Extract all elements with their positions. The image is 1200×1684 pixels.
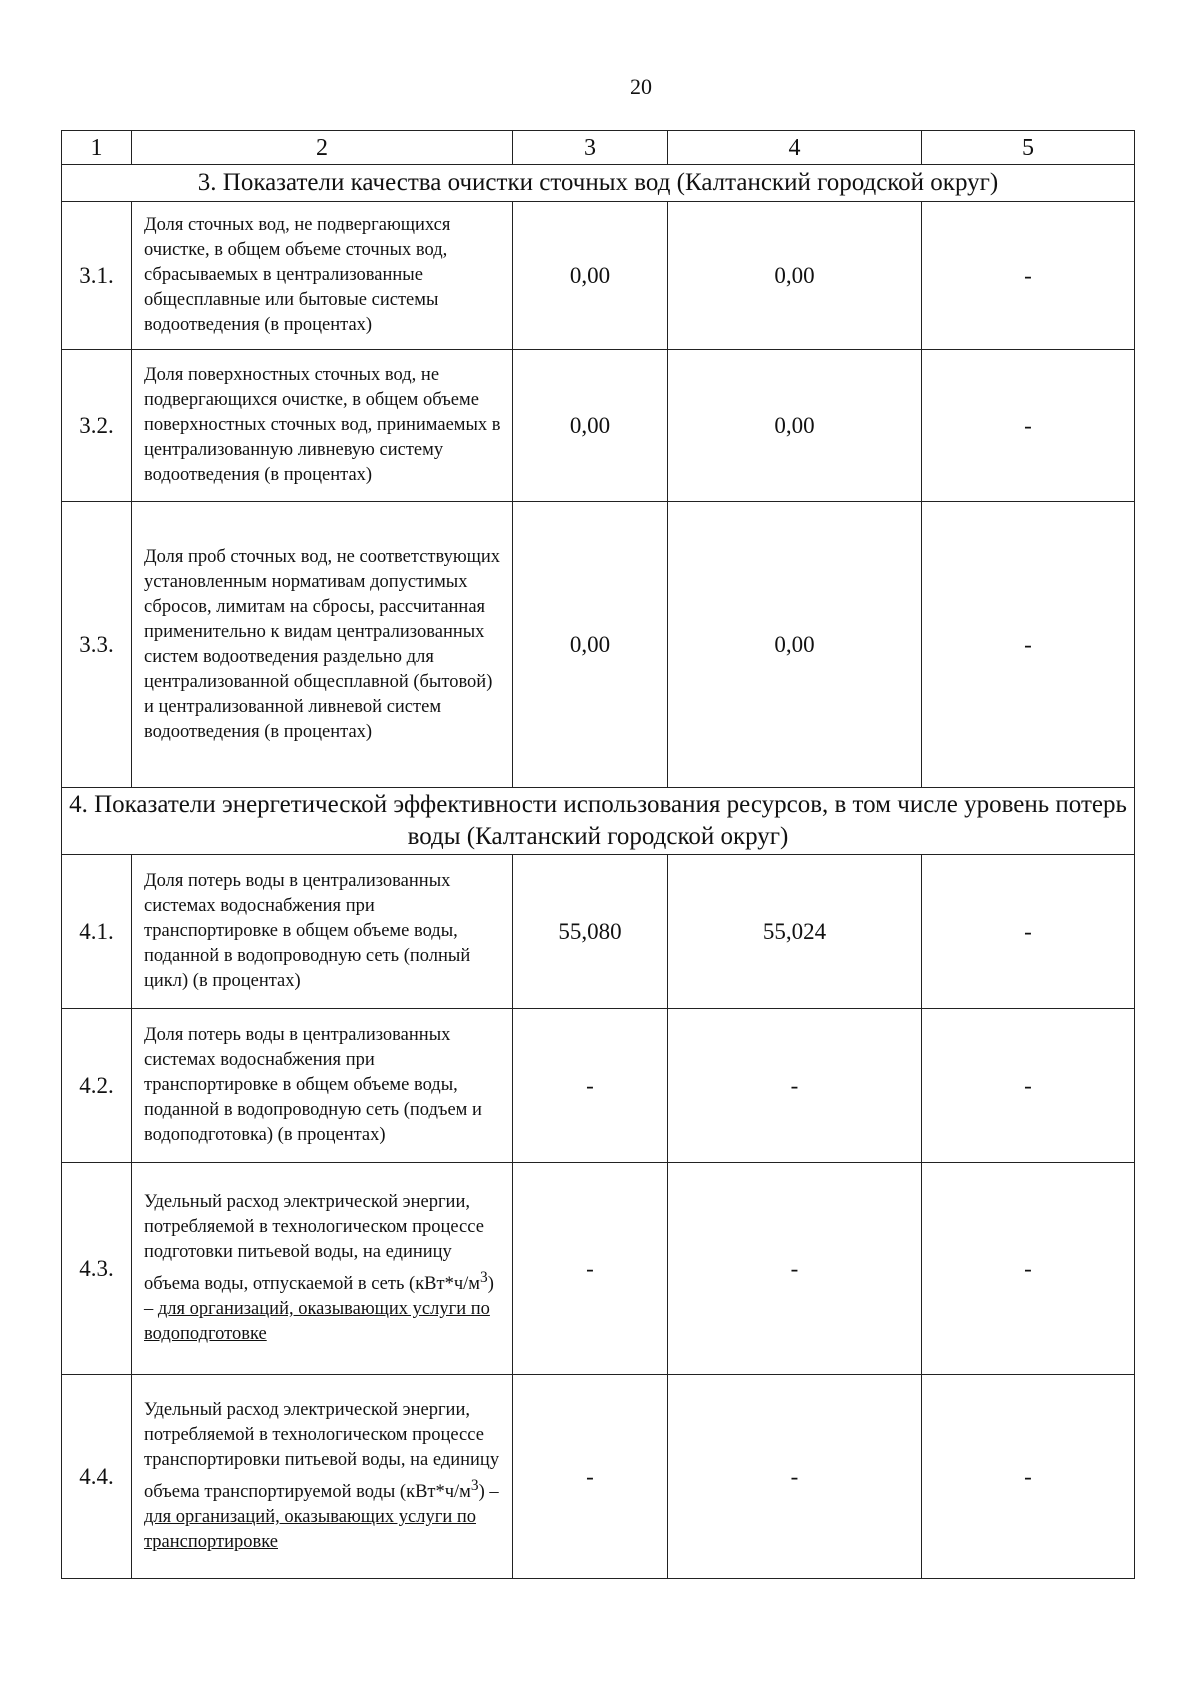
description-dash: ) – <box>478 1482 499 1503</box>
row-description <box>132 1163 513 1375</box>
row-number: 3.1. <box>62 202 132 350</box>
table-row <box>62 202 1135 350</box>
section-heading-3 <box>62 165 1135 202</box>
row-number: 4.1. <box>62 855 132 1009</box>
row-number: 4.3. <box>62 1163 132 1375</box>
header-cell-5: 5 <box>922 131 1135 165</box>
table-row <box>62 1009 1135 1163</box>
superscript-exponent: 3 <box>470 1476 479 1494</box>
header-cell-1: 1 <box>62 131 132 165</box>
row-value-col5: - <box>922 1009 1135 1163</box>
row-value-col4: 0,00 <box>668 350 922 502</box>
row-value-col4: 55,024 <box>668 855 922 1009</box>
row-description: Доля проб сточных вод, не соответствующих установленным нормативам допустимых сбросов, лимитам на сбросы, рассчитанная применительно к видам централизованных систем водоотведения раздельно для централизованной общесплавной (бытовой) и централизованной ливневой систем водоотведения (в процентах) <box>132 502 513 788</box>
row-value-col3: 0,00 <box>513 202 668 350</box>
row-description: Доля сточных вод, не подвергающихся очистке, в общем объеме сточных вод, сбрасываемых в централизованные общесплавные или бытовые системы водоотведения (в процентах) <box>132 202 513 350</box>
row-value-col5: - <box>922 502 1135 788</box>
description-dash: ) – <box>144 1274 494 1320</box>
section-title: 3. Показатели качества очистки сточных вод (Калтанский городской округ) <box>62 165 1135 202</box>
row-number: 4.4. <box>62 1375 132 1579</box>
row-description: Доля поверхностных сточных вод, не подвергающихся очистке, в общем объеме поверхностных сточных вод, принимаемых в централизованную ливневую систему водоотведения (в процентах) <box>132 350 513 502</box>
row-value-col3: - <box>513 1009 668 1163</box>
row-value-col3: 55,080 <box>513 855 668 1009</box>
row-number: 3.3. <box>62 502 132 788</box>
description-text: Удельный расход электрической энергии, потребляемой в технологическом процессе подготовки питьевой воды, на единицу объема воды, отпускаемой в сеть (кВт*ч/м <box>144 1191 484 1295</box>
row-value-col3: - <box>513 1163 668 1375</box>
row-value-col5: - <box>922 1163 1135 1375</box>
table-row <box>62 855 1135 1009</box>
table-row <box>62 1163 1135 1375</box>
indicators-table <box>61 130 1135 1579</box>
row-number: 3.2. <box>62 350 132 502</box>
row-value-col4: - <box>668 1375 922 1579</box>
row-value-col5: - <box>922 350 1135 502</box>
description-text: Удельный расход электрической энергии, потребляемой в технологическом процессе транспортировки питьевой воды, на единицу объема транспортируемой воды (кВт*ч/м <box>144 1399 500 1503</box>
section-title: 4. Показатели энергетической эффективности использования ресурсов, в том числе уровень потерь воды (Калтанский городской округ) <box>62 788 1135 855</box>
row-number: 4.2. <box>62 1009 132 1163</box>
table-row <box>62 502 1135 788</box>
table-header-row <box>62 131 1135 165</box>
underlined-note: для организаций, оказывающих услуги по транспортировке <box>144 1507 477 1553</box>
header-cell-4: 4 <box>668 131 922 165</box>
row-value-col4: 0,00 <box>668 502 922 788</box>
page-number: 20 <box>630 74 652 99</box>
row-value-col5: - <box>922 1375 1135 1579</box>
row-value-col3: 0,00 <box>513 502 668 788</box>
row-value-col3: - <box>513 1375 668 1579</box>
row-value-col4: 0,00 <box>668 202 922 350</box>
header-cell-2: 2 <box>132 131 513 165</box>
row-value-col3: 0,00 <box>513 350 668 502</box>
table-row <box>62 1375 1135 1579</box>
row-value-col5: - <box>922 855 1135 1009</box>
underlined-note: для организаций, оказывающих услуги по водоподготовке <box>144 1299 490 1345</box>
row-value-col4: - <box>668 1163 922 1375</box>
superscript-exponent: 3 <box>480 1268 488 1286</box>
section-heading-4 <box>62 788 1135 855</box>
row-value-col4: - <box>668 1009 922 1163</box>
table-row <box>62 350 1135 502</box>
row-description: Доля потерь воды в централизованных системах водоснабжения при транспортировке в общем объеме воды, поданной в водопроводную сеть (полный цикл) (в процентах) <box>132 855 513 1009</box>
header-cell-3: 3 <box>513 131 668 165</box>
row-value-col5: - <box>922 202 1135 350</box>
row-description <box>132 1375 513 1579</box>
row-description: Доля потерь воды в централизованных системах водоснабжения при транспортировке в общем объеме воды, поданной в водопроводную сеть (подъем и водоподготовка) (в процентах) <box>132 1009 513 1163</box>
